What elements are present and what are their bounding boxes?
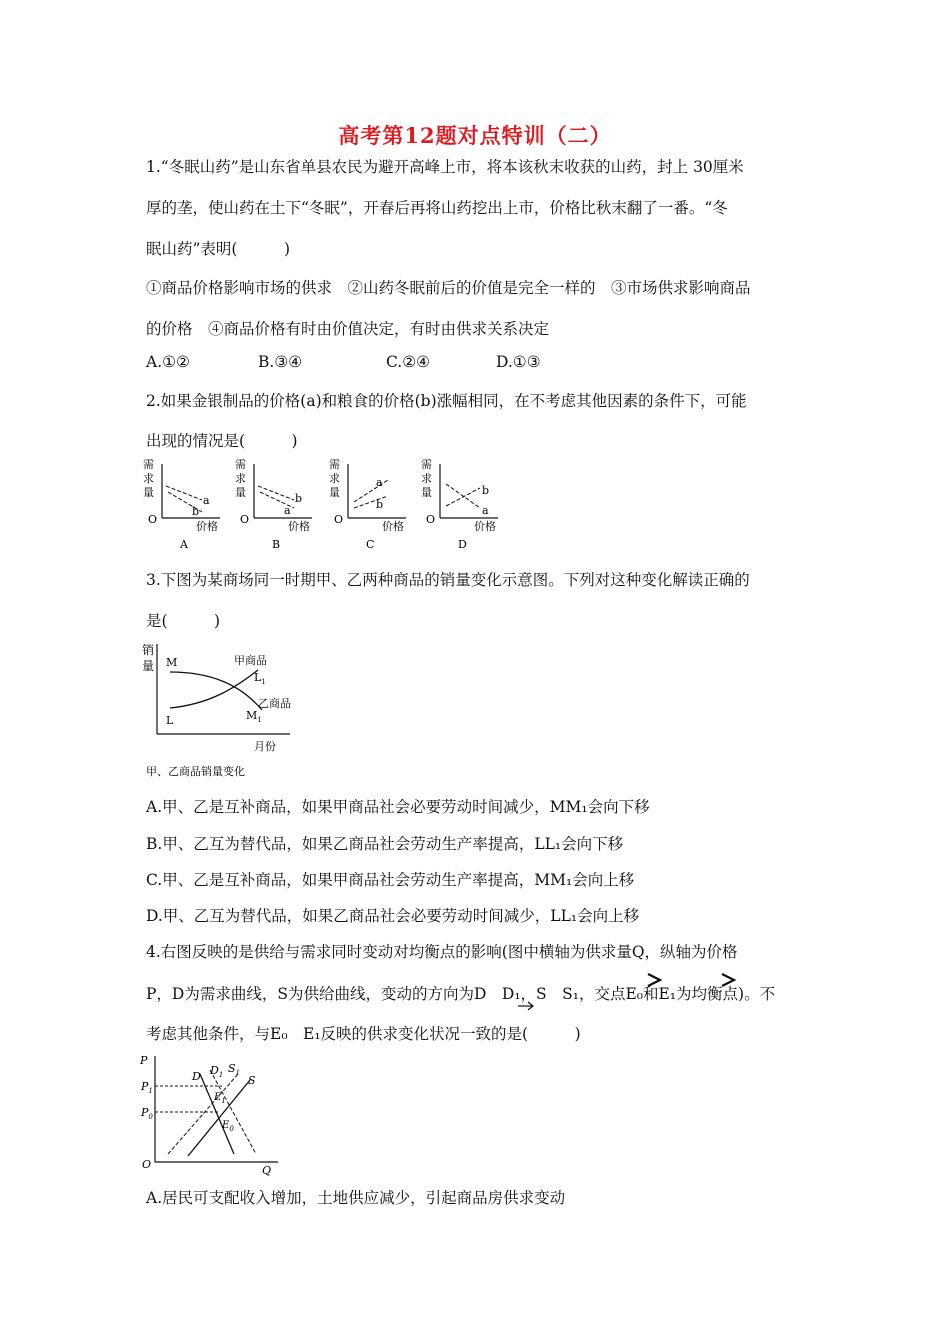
- q2-text-line-2: 出现的情况是( ): [146, 432, 298, 450]
- q2-chart-b-ylabel-3: 量: [235, 486, 246, 499]
- q2-chart-c-ylabel-1: 需: [329, 458, 340, 471]
- q2-chart-a-ylabel-1: 需: [143, 458, 154, 471]
- arrow-right-icon: [648, 974, 660, 986]
- q3-point-m: M: [166, 656, 178, 669]
- q2-chart-d-ylabel-3: 量: [421, 486, 432, 499]
- q2-chart-c-label-b: b: [376, 498, 384, 511]
- q1-text-line-3: 眠山药”表明( ): [146, 240, 291, 258]
- q4-point-e0: $E_0$: [222, 1120, 234, 1133]
- q2-chart-d-label-b: b: [482, 484, 490, 497]
- q3-option-c[interactable]: C.甲、乙是互补商品，如果甲商品社会劳动生产率提高，MM₁会向上移: [146, 871, 635, 889]
- q3-point-m1: $M_1$: [246, 709, 262, 724]
- q2-chart-a-xlabel: 价格: [196, 520, 218, 533]
- q1-option-c[interactable]: C.②④: [386, 353, 431, 371]
- q2-chart-b-letter: B: [272, 538, 281, 551]
- q3-option-b[interactable]: B.甲、乙互为替代品，如果乙商品社会劳动生产率提高，LL₁会向下移: [146, 835, 624, 853]
- q4-label-d1: $D_1$: [210, 1064, 224, 1079]
- q2-chart-c-origin: O: [334, 513, 344, 526]
- q2-chart-c-xlabel: 价格: [382, 520, 404, 533]
- q2-chart-d-ylabel-2: 求: [421, 472, 432, 485]
- q4-axis-q-label: Q: [262, 1164, 272, 1177]
- q2-chart-a-ylabel-2: 求: [143, 472, 154, 485]
- q3-text-line-2: 是( ): [146, 612, 221, 630]
- q2-text-line-1: 2.如果金银制品的价格(a)和粮食的价格(b)涨幅相同，在不考虑其他因素的条件下，可能: [146, 392, 747, 410]
- q4-price-p0: $P_0$: [141, 1106, 153, 1121]
- q2-chart-c-ylabel-2: 求: [329, 472, 340, 485]
- q2-chart-c-letter: C: [366, 538, 375, 551]
- q4-direction-arrows: [508, 966, 748, 1016]
- q2-chart-d-line-b: [446, 488, 480, 506]
- q1-text-line-5: 的价格 ④商品价格有时由价值决定，有时由供求关系决定: [146, 320, 550, 338]
- q2-chart-c-label-a: a: [376, 476, 383, 489]
- q3-chart-ylabel-1: 销: [142, 643, 155, 657]
- q2-chart-b-label-b: b: [295, 492, 303, 505]
- q2-chart-d[interactable]: [421, 458, 498, 551]
- q3-series-a-label: 甲商品: [234, 654, 267, 667]
- q2-chart-b-line-b: [258, 486, 294, 500]
- q1-text-line-2: 厚的垄，使山药在土下“冬眠”，开春后再将山药挖出上市，价格比秋末翻了一番。“冬: [146, 199, 728, 217]
- q2-option-charts: [140, 456, 520, 554]
- q2-chart-b-origin: O: [240, 513, 250, 526]
- q1-text-line-1: 1.“冬眠山药”是山东省单县农民为避开高峰上市，将本该秋末收获的山药，封上 30厘米: [146, 158, 744, 176]
- q4-origin: O: [142, 1158, 152, 1171]
- q2-chart-c-ylabel-3: 量: [329, 486, 340, 499]
- q3-option-d[interactable]: D.甲、乙互为替代品，如果乙商品社会必要劳动时间减少，LL₁会向上移: [146, 907, 640, 925]
- q3-series-b-label: 乙商品: [258, 697, 291, 710]
- q2-chart-b-ylabel-2: 求: [235, 472, 246, 485]
- q3-chart-ylabel-2: 量: [142, 659, 155, 673]
- q4-option-a[interactable]: A.居民可支配收入增加，土地供应减少，引起商品房供求变动: [146, 1189, 566, 1207]
- q2-chart-d-ylabel-1: 需: [421, 458, 432, 471]
- q2-chart-d-origin: O: [426, 513, 436, 526]
- q1-text-line-4: ①商品价格影响市场的供求 ②山药冬眠前后的价值是完全一样的 ③市场供求影响商品: [146, 279, 751, 297]
- q4-text-line-3: 考虑其他条件，与E₀ E₁反映的供求变化状况一致的是( ): [146, 1025, 581, 1043]
- q3-sales-chart: [140, 640, 320, 782]
- q4-label-s1: $S_1$: [228, 1062, 241, 1077]
- q2-chart-a-label-b: b: [192, 505, 200, 518]
- q4-label-s: S: [248, 1074, 256, 1087]
- q2-chart-a-line-a: [166, 486, 202, 500]
- q3-curve-ll1: [170, 670, 258, 708]
- page-title: 高考第12题对点特训（二）: [338, 123, 612, 148]
- q3-option-a[interactable]: A.甲、乙是互补商品，如果甲商品社会必要劳动时间减少，MM₁会向下移: [146, 798, 650, 816]
- q1-option-b[interactable]: B.③④: [258, 353, 303, 371]
- q1-option-d[interactable]: D.①③: [496, 353, 541, 371]
- q3-chart-xlabel: 月份: [254, 740, 276, 753]
- q2-chart-d-line-a: [446, 484, 480, 508]
- q2-chart-d-label-a: a: [482, 504, 489, 517]
- q2-chart-b[interactable]: [235, 458, 312, 551]
- q2-chart-a-label-a: a: [203, 494, 210, 507]
- q3-text-line-1: 3.下图为某商场同一时期甲、乙两种商品的销量变化示意图。下列对这种变化解读正确的: [146, 571, 750, 589]
- q2-chart-b-label-a: a: [284, 504, 291, 517]
- q2-chart-b-xlabel: 价格: [288, 520, 310, 533]
- q2-chart-d-xlabel: 价格: [474, 520, 496, 533]
- q2-chart-a-letter: A: [180, 538, 188, 551]
- q3-chart-caption: 甲、乙商品销量变化: [146, 765, 245, 778]
- q4-supply-demand-chart: [138, 1050, 288, 1178]
- q4-label-d: D: [192, 1070, 201, 1083]
- q4-point-e1: $E_1$: [214, 1092, 226, 1105]
- arrow-right-icon: [722, 974, 734, 986]
- q4-price-p1: $P_1$: [141, 1080, 153, 1095]
- q1-options: [146, 353, 541, 371]
- q2-chart-a-origin: O: [148, 513, 158, 526]
- q3-point-l: L: [166, 714, 174, 727]
- q4-text-line-1: 4.右图反映的是供给与需求同时变动对均衡点的影响(图中横轴为供求量Q，纵轴为价格: [146, 943, 738, 961]
- q4-text-line-2: P，D为需求曲线，S为供给曲线，变动的方向为D D₁，S S₁，交点E₀和E₁为均衡点)。不: [146, 985, 776, 1003]
- q2-chart-b-ylabel-1: 需: [235, 458, 246, 471]
- q3-point-l1: $L_1$: [254, 671, 266, 686]
- q2-chart-d-letter: D: [458, 538, 467, 551]
- q1-option-a[interactable]: A.①②: [146, 353, 190, 371]
- q2-chart-a[interactable]: [143, 458, 220, 551]
- q2-chart-c[interactable]: [329, 458, 406, 551]
- q4-axis-p-label: P: [140, 1054, 148, 1067]
- q2-chart-a-ylabel-3: 量: [143, 486, 154, 499]
